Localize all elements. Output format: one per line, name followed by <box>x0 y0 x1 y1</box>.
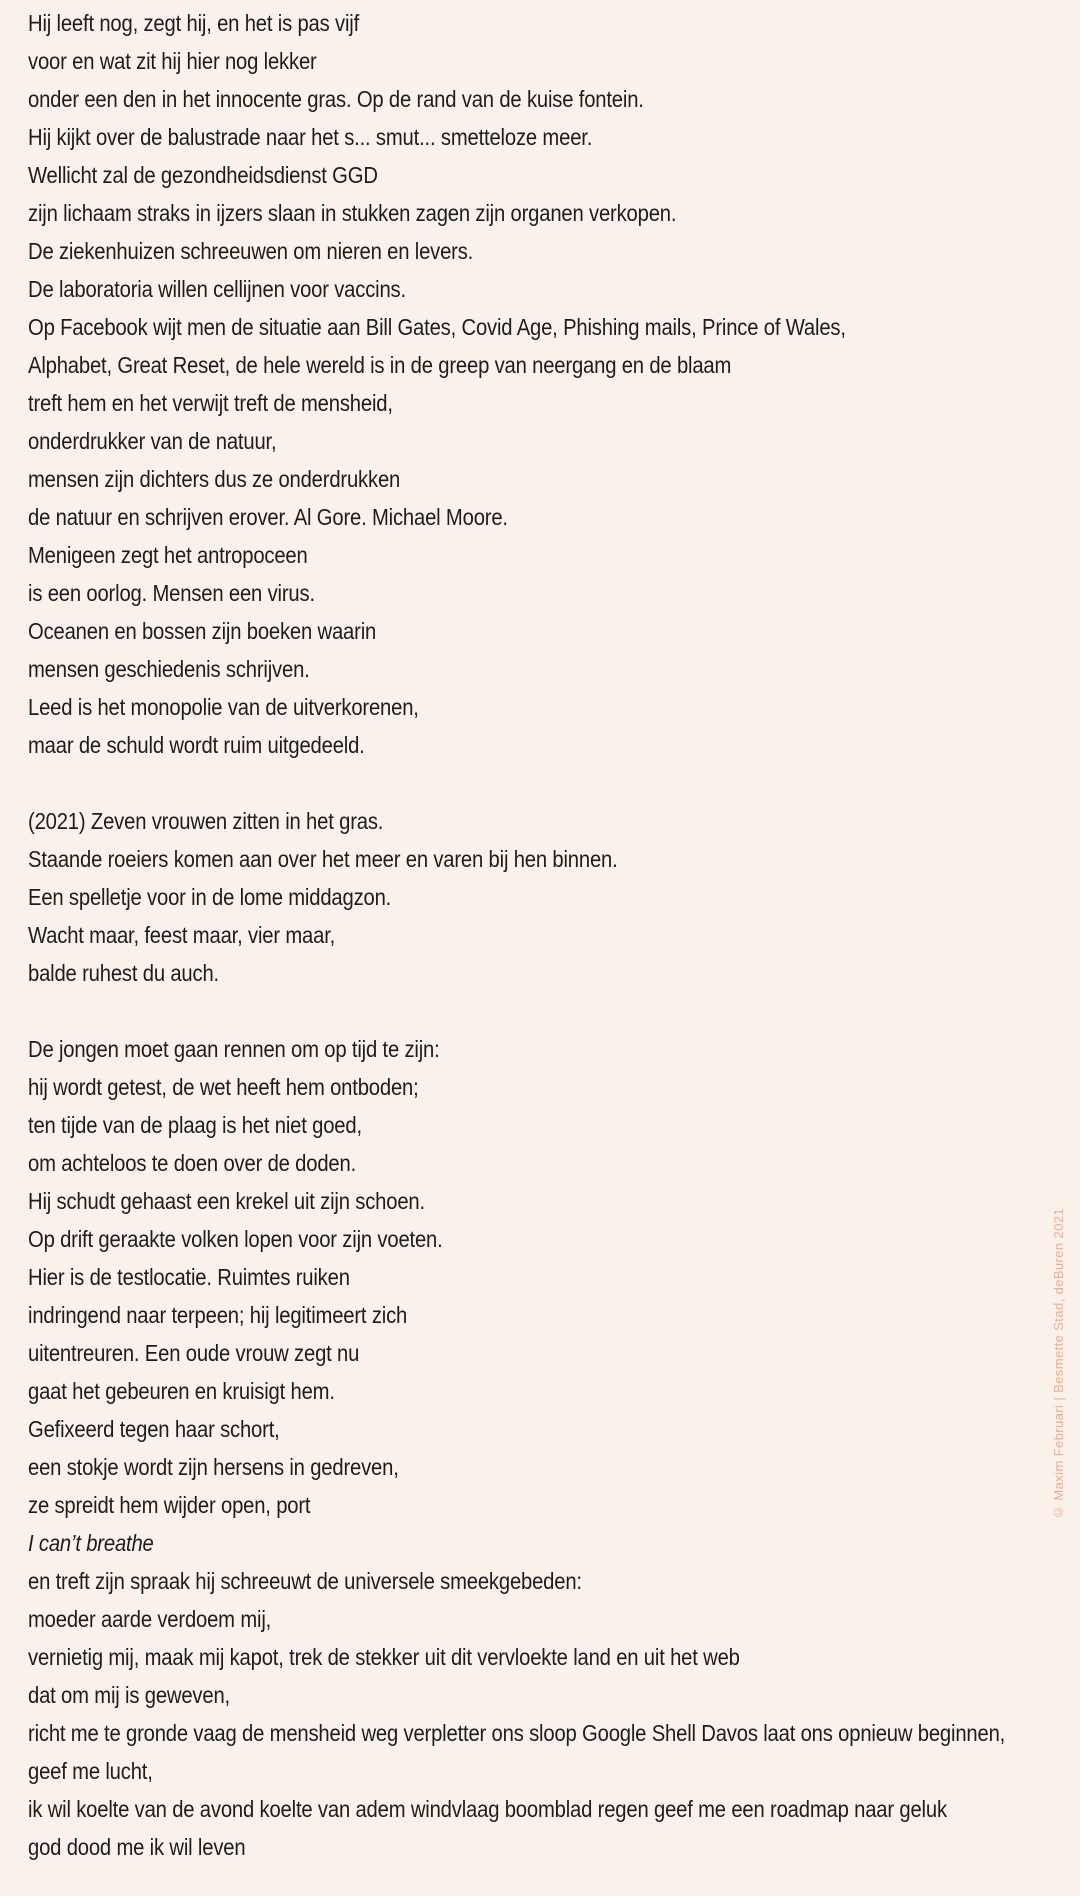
poem-line: (2021) Zeven vrouwen zitten in het gras. <box>28 808 384 834</box>
poem-line: Wacht maar, feest maar, vier maar, <box>28 922 336 948</box>
poem-line: voor en wat zit hij hier nog lekker <box>28 48 317 74</box>
poem-line: I can’t breathe <box>28 1530 154 1556</box>
poem-line: Alphabet, Great Reset, de hele wereld is in de greep van neergang en de blaam <box>28 352 732 378</box>
poem-line: Oceanen en bossen zijn boeken waarin <box>28 618 377 644</box>
poem-line: indringend naar terpeen; hij legitimeert zich <box>28 1302 408 1328</box>
poem-line: ik wil koelte van de avond koelte van adem windvlaag boomblad regen geef me een roadmap naar geluk <box>28 1796 947 1822</box>
poem-line: zijn lichaam straks in ijzers slaan in stukken zagen zijn organen verkopen. <box>28 200 677 226</box>
poem-line: Menigeen zegt het antropoceen <box>28 542 308 568</box>
poem-line: gaat het gebeuren en kruisigt hem. <box>28 1378 335 1404</box>
poem-line: mensen geschiedenis schrijven. <box>28 656 310 682</box>
poem-line: Wellicht zal de gezondheidsdienst GGD <box>28 162 378 188</box>
poem-text <box>28 4 1080 1866</box>
poem-line: ze spreidt hem wijder open, port <box>28 1492 311 1518</box>
poem-line: De ziekenhuizen schreeuwen om nieren en levers. <box>28 238 474 264</box>
poem-line: onderdrukker van de natuur, <box>28 428 277 454</box>
poem-line: ten tijde van de plaag is het niet goed, <box>28 1112 362 1138</box>
poem-line: mensen zijn dichters dus ze onderdrukken <box>28 466 401 492</box>
poem-line: maar de schuld wordt ruim uitgedeeld. <box>28 732 365 758</box>
poem-line: vernietig mij, maak mij kapot, trek de stekker uit dit vervloekte land en uit het web <box>28 1644 740 1670</box>
stanza <box>28 4 1080 764</box>
poem-line: en treft zijn spraak hij schreeuwt de universele smeekgebeden: <box>28 1568 582 1594</box>
poem-line: een stokje wordt zijn hersens in gedreven, <box>28 1454 399 1480</box>
poem-line: moeder aarde verdoem mij, <box>28 1606 272 1632</box>
poem-line: richt me te gronde vaag de mensheid weg verpletter ons sloop Google Shell Davos laat ons opnieuw beginnen, <box>28 1720 1006 1746</box>
poem-line: om achteloos te doen over de doden. <box>28 1150 357 1176</box>
poem-line: Staande roeiers komen aan over het meer en varen bij hen binnen. <box>28 846 618 872</box>
stanza <box>28 802 1080 992</box>
poem-line: Hij schudt gehaast een krekel uit zijn schoen. <box>28 1188 425 1214</box>
poem-line: treft hem en het verwijt treft de mensheid, <box>28 390 393 416</box>
poem-line: balde ruhest du auch. <box>28 960 219 986</box>
poem-line: god dood me ik wil leven <box>28 1834 246 1860</box>
poem-line: Een spelletje voor in de lome middagzon. <box>28 884 392 910</box>
poem-line: De laboratoria willen cellijnen voor vaccins. <box>28 276 406 302</box>
poem-line: de natuur en schrijven erover. Al Gore. Michael Moore. <box>28 504 508 530</box>
poem-line: dat om mij is geweven, <box>28 1682 230 1708</box>
copyright-vertical-label: © Maxim Februari | Besmette Stad, deBuren 2021 <box>1051 1207 1066 1520</box>
poem-line: geef me lucht, <box>28 1758 153 1784</box>
poem-line: Hier is de testlocatie. Ruimtes ruiken <box>28 1264 350 1290</box>
poem-line: onder een den in het innocente gras. Op de rand van de kuise fontein. <box>28 86 644 112</box>
poem-line: hij wordt getest, de wet heeft hem ontboden; <box>28 1074 419 1100</box>
poem-line: is een oorlog. Mensen een virus. <box>28 580 315 606</box>
poem-line: De jongen moet gaan rennen om op tijd te zijn: <box>28 1036 440 1062</box>
poem-line: Gefixeerd tegen haar schort, <box>28 1416 280 1442</box>
stanza <box>28 1030 1080 1866</box>
poem-line: uitentreuren. Een oude vrouw zegt nu <box>28 1340 360 1366</box>
poem-line: Op Facebook wijt men de situatie aan Bill Gates, Covid Age, Phishing mails, Prince of Wales, <box>28 314 846 340</box>
poem-line: Hij leeft nog, zegt hij, en het is pas vijf <box>28 10 360 36</box>
poem-line: Op drift geraakte volken lopen voor zijn voeten. <box>28 1226 443 1252</box>
poem-line: Hij kijkt over de balustrade naar het s... smut... smetteloze meer. <box>28 124 593 150</box>
poem-line: Leed is het monopolie van de uitverkorenen, <box>28 694 419 720</box>
